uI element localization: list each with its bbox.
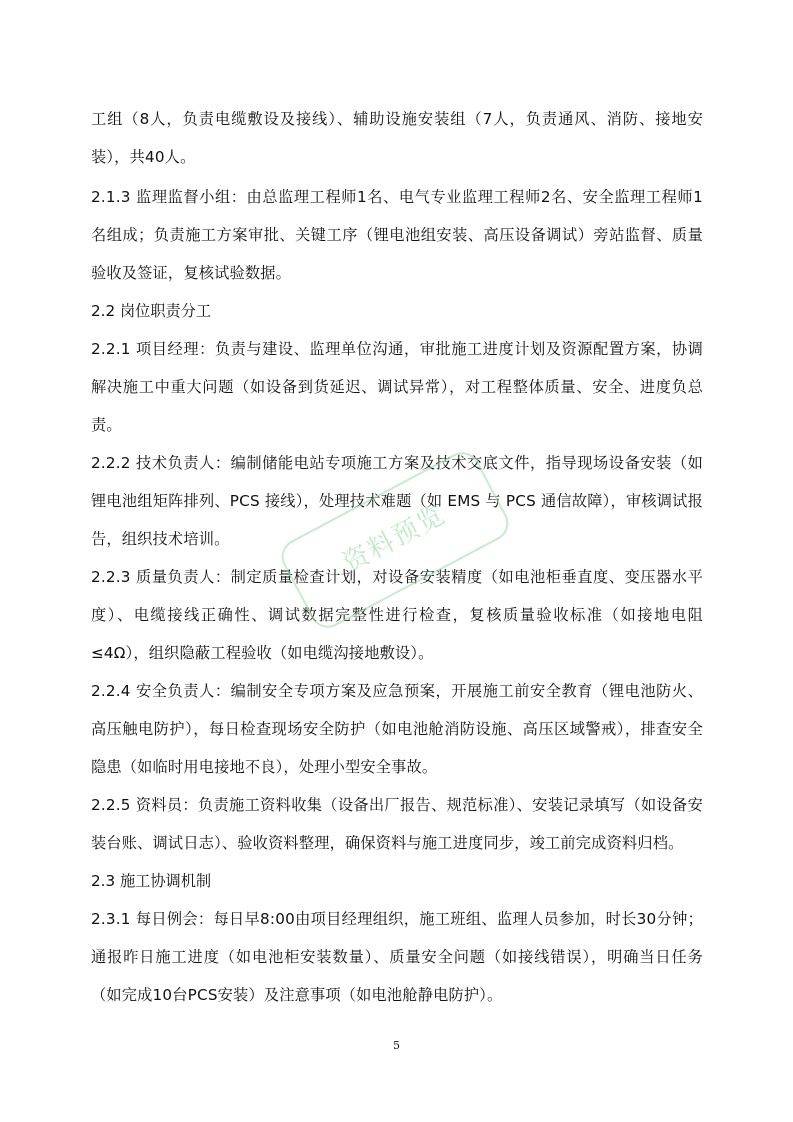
paragraph-2-3-1: 2.3.1 每日例会：每日早8:00由项目经理组织，施工班组、监理人员参加，时长30分钟；通报昨日施工进度（如电池柜安装数量）、质量安全问题（如接线错误），明确当日任务（如完成10台PCS安装）及注意事项（如电池舱静电防护）。: [91, 910, 703, 1004]
paragraph-continuation: 工组（8人，负责电缆敷设及接线）、辅助设施安装组（7人，负责通风、消防、接地安装），共40人。: [91, 110, 703, 166]
paragraph-2-2-3: 2.2.3 质量负责人：制定质量检查计划，对设备安装精度（如电池柜垂直度、变压器水平度）、电缆接线正确性、调试数据完整性进行检查，复核质量验收标准（如接地电阻≤4Ω），组织隐蔽工程验收（如电缆沟接地敷设）。: [91, 568, 703, 662]
page-number: 5: [393, 1039, 400, 1052]
paragraph-2-2-4: 2.2.4 安全负责人：编制安全专项方案及应急预案，开展施工前安全教育（锂电池防火、高压触电防护），每日检查现场安全防护（如电池舱消防设施、高压区域警戒），排查安全隐患（如临时用电接地不良），处理小型安全事故。: [91, 682, 703, 776]
paragraph-2-1-3: 2.1.3 监理监督小组：由总监理工程师1名、电气专业监理工程师2名、安全监理工程师1名组成；负责施工方案审批、关键工序（锂电池组安装、高压设备调试）旁站监督、质量验收及签证，复核试验数据。: [91, 188, 703, 282]
paragraph-2-2-2: 2.2.2 技术负责人：编制储能电站专项施工方案及技术交底文件，指导现场设备安装（如锂电池组矩阵排列、PCS 接线），处理技术难题（如 EMS 与 PCS 通信故障），审核调试报告，组织技术培训。: [91, 454, 703, 548]
document-body: [91, 100, 703, 1014]
paragraph-2-2-5: 2.2.5 资料员：负责施工资料收集（设备出厂报告、规范标准）、安装记录填写（如设备安装台账、调试日志）、验收资料整理，确保资料与施工进度同步，竣工前完成资料归档。: [91, 796, 703, 852]
section-heading-2-3: 2.3 施工协调机制: [91, 872, 212, 890]
section-heading-2-2: 2.2 岗位职责分工: [91, 302, 212, 320]
watermark-text: 资料预览: [338, 499, 452, 579]
paragraph-2-2-1: 2.2.1 项目经理：负责与建设、监理单位沟通，审批施工进度计划及资源配置方案，协调解决施工中重大问题（如设备到货延迟、调试异常），对工程整体质量、安全、进度负总责。: [91, 340, 703, 434]
